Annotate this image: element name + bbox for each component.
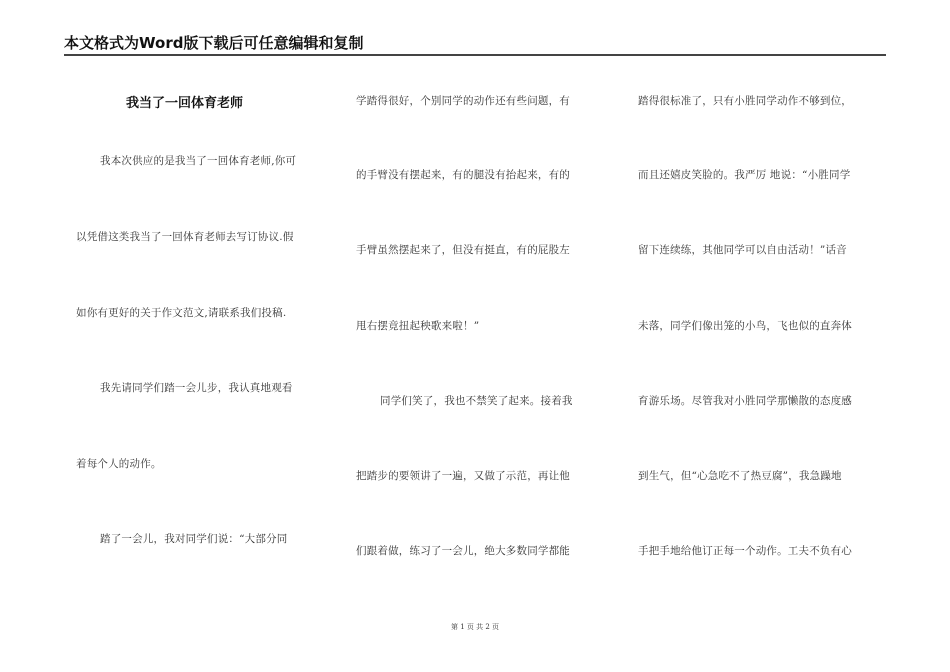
text-line: 踏了一会儿，我对同学们说：“大部分同 <box>100 533 288 545</box>
text-line: 手把手地给他订正每一个动作。工夫不负有心 <box>638 545 852 557</box>
text-line: 学踏得很好，个别同学的动作还有些问题，有 <box>356 95 570 107</box>
text-line: 育游乐场。尽管我对小胜同学那懒散的态度感 <box>638 395 852 407</box>
page-footer: 第 1 页 共 2 页 <box>450 623 500 631</box>
header-text: 本文格式为Word版下载后可任意编辑和复制 <box>64 34 364 52</box>
text-line: 们跟着做，练习了一会儿，绝大多数同学都能 <box>356 545 570 557</box>
text-line: 着每个人的动作。 <box>76 458 162 470</box>
document-title: 我当了一回体育老师 <box>126 96 244 111</box>
text-line: 到生气，但“心急吃不了热豆腐”，我急躁地 <box>638 470 842 482</box>
text-line: 留下连续练，其他同学可以自由活动！”话音 <box>638 244 847 256</box>
text-line: 甩右摆竟扭起秧歌来啦！” <box>356 320 480 332</box>
column-1 <box>76 0 316 600</box>
text-line: 我本次供应的是我当了一回体育老师,你可 <box>100 155 297 167</box>
text-line: 踏得很标准了，只有小胜同学动作不够到位， <box>638 95 852 107</box>
text-line: 以凭借这类我当了一回体育老师去写订协议.假 <box>76 231 294 243</box>
text-line: 手臂虽然摆起来了，但没有挺直，有的屁股左 <box>356 244 570 256</box>
text-line: 同学们笑了，我也不禁笑了起来。接着我 <box>380 395 573 407</box>
text-line: 我先请同学们踏一会儿步，我认真地观看 <box>100 382 293 394</box>
text-line: 如你有更好的关于作文范文,请联系我们投稿. <box>76 307 287 319</box>
text-line: 的手臂没有摆起来，有的腿没有抬起来，有的 <box>356 169 570 181</box>
column-3 <box>638 0 878 600</box>
text-line: 把踏步的要领讲了一遍，又做了示范，再让他 <box>356 470 570 482</box>
text-line: 而且还嬉皮笑脸的。我严厉 地说：“小胜同学 <box>638 169 851 181</box>
text-line: 未落，同学们像出笼的小鸟，飞也似的直奔体 <box>638 320 852 332</box>
column-2 <box>356 0 596 600</box>
